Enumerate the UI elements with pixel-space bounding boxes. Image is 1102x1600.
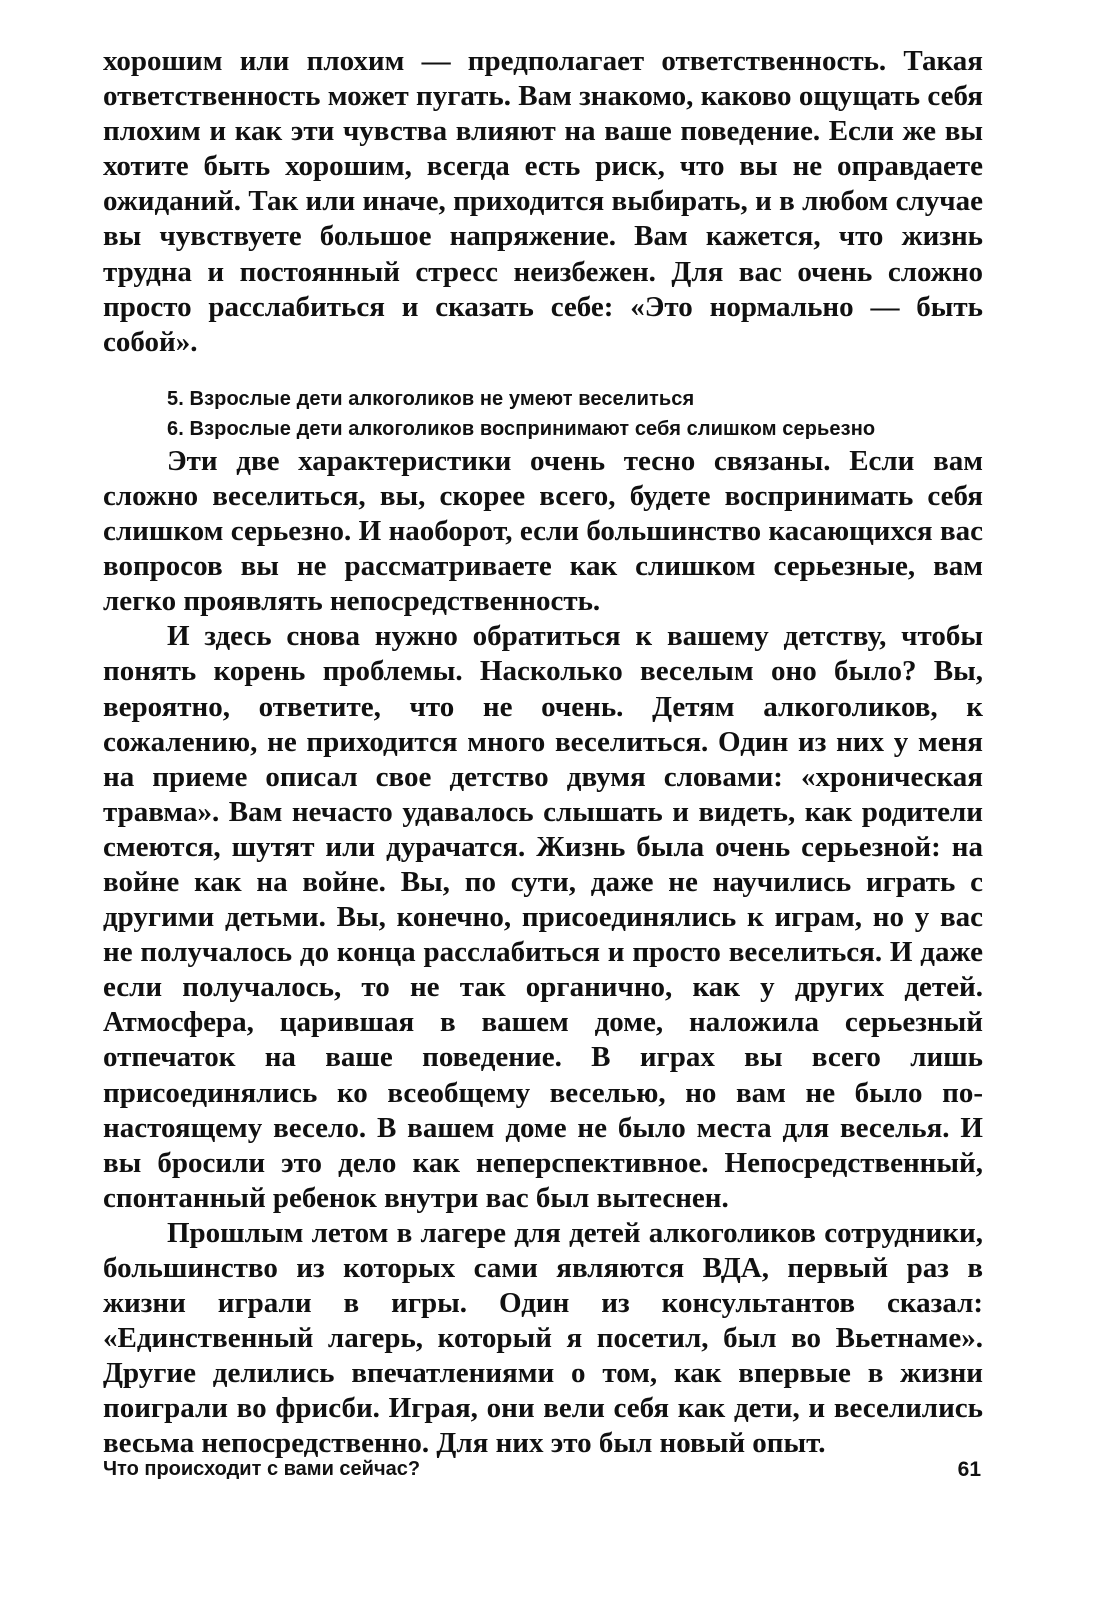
section-gap (103, 360, 983, 384)
paragraph-continued: хорошим или плохим — предполагает ответственность. Такая ответственность может пугать. Вам знакомо, каково ощущать себя плохим и как эти чувства влияют на ваше поведение. Если же вы хотите быть хорошим, всегда есть риск, что вы не оправдаете ожиданий. Так или иначе, приходится выбирать, и в любом случае вы чувствуете большое напряжение. Вам кажется, что жизнь трудна и постоянный стресс неизбежен. Для вас очень сложно просто расслабиться и сказать себе: «Это нормально — быть собой». (103, 45, 983, 358)
page-number: 61 (957, 1458, 981, 1481)
section-heading-6: 6. Взрослые дети алкоголиков воспринимают себя слишком серьезно (167, 417, 876, 440)
paragraph: Прошлым летом в лагере для детей алкоголиков сотрудники, большинство из которых сами являются ВДА, первый раз в жизни играли в игры. Один из консультантов сказал: «Единственный лагерь, который я посетил, был во Вьетнаме». Другие делились впечатлениями о том, как впервые в жизни поиграли во фрисби. Играя, они вели себя как дети, и веселились весьма непосредственно. Для них это был новый опыт. (103, 1216, 983, 1460)
page-body (103, 44, 983, 1462)
paragraph: Эти две характеристики очень тесно связаны. Если вам сложно веселиться, вы, скорее всего, будете воспринимать себя слишком серьезно. И наоборот, если большинство касающихся вас вопросов вы не рассматриваете как слишком серьезные, вам легко проявлять непосредственность. (103, 444, 983, 618)
paragraph: И здесь снова нужно обратиться к вашему детству, чтобы понять корень проблемы. Насколько веселым оно было? Вы, вероятно, ответите, что не очень. Детям алкоголиков, к сожалению, не приходится много веселиться. Один из них у меня на приеме описал свое детство двумя словами: «хроническая травма». Вам нечасто удавалось слышать и видеть, как родители смеются, шутят или дурачатся. Жизнь была очень серьезной: на войне как на войне. Вы, по сути, даже не научились играть с другими детьми. Вы, конечно, присоединялись к играм, но у вас не получалось до конца расслабиться и просто веселиться. И даже если получалось, то не так органично, как у других детей. Атмосфера, царившая в вашем доме, наложила серьезный отпечаток на ваше поведение. В играх вы всего лишь присоединялись ко всеобщему веселью, но вам не было по-настоящему весело. В вашем доме не было места для веселья. И вы бросили это дело как неперспективное. Непосредственный, спонтанный ребенок внутри вас был вытеснен. (103, 620, 983, 1214)
section-heading-5: 5. Взрослые дети алкоголиков не умеют веселиться (167, 387, 695, 410)
running-footer-title: Что происходит с вами сейчас? (103, 1458, 421, 1480)
